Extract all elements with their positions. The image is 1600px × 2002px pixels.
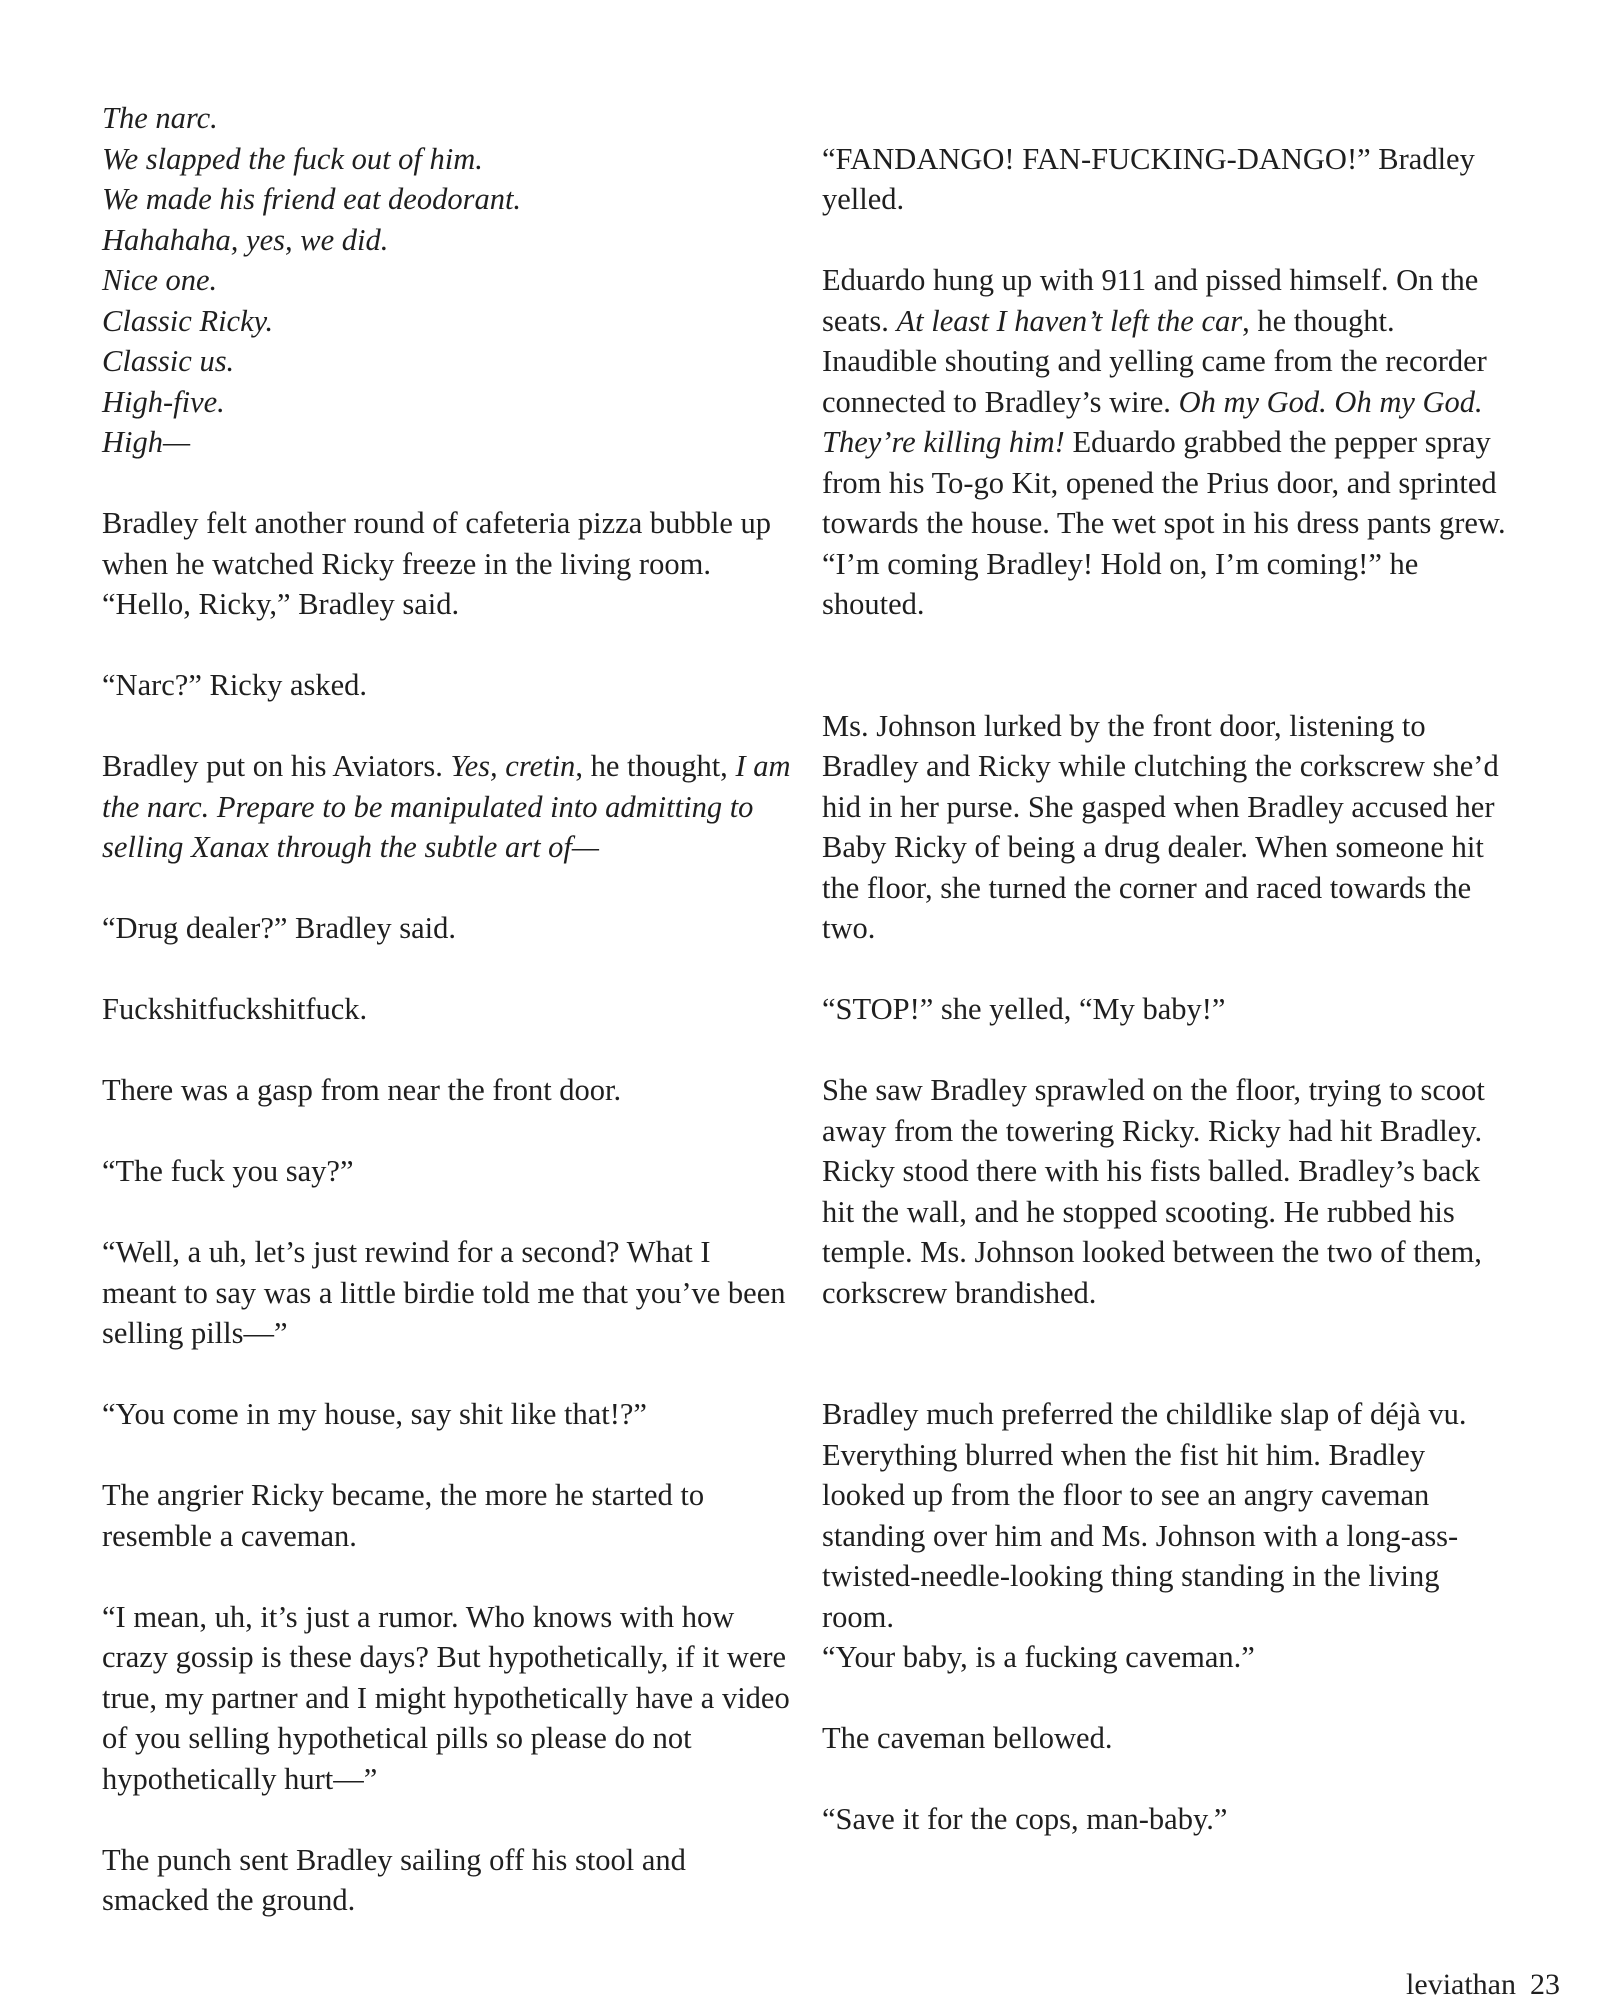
paragraph [102,746,792,868]
paragraph: “The fuck you say?” [102,1154,354,1188]
right-column [822,98,1512,1880]
verse-line: High— [102,425,191,459]
text-run: Eduardo hung up with 911 and pissed himself. On the seats. [822,263,1479,338]
text-run: Eduardo grabbed the pepper spray from his To-go Kit, opened the Prius door, and sprinted towards the house. The wet spot in his dress pants grew. “I’m coming Bradley! Hold on, I’m coming!” he shouted. [822,425,1506,621]
verse-line: Hahahaha, yes, we did. [102,222,389,257]
paragraph: Fuckshitfuckshitfuck. [102,992,368,1026]
paragraph: “Hello, Ricky,” Bradley said. [102,587,460,621]
page-number: 23 [1530,1968,1560,2001]
text-run: Bradley put on his Aviators. [102,749,451,783]
paragraph: “FANDANGO! FAN-FUCKING-DANGO!” Bradley yelled. [822,141,1475,216]
paragraph: Ms. Johnson lurked by the front door, listening to Bradley and Ricky while clutching the corkscrew she’d hid in her purse. She gasped when Bradley accused her Baby Ricky of being a drug dealer. When someone hit the floor, she turned the corner and raced towards the two. [822,708,1499,945]
paragraph: Bradley felt another round of cafeteria pizza bubble up when he watched Ricky freeze in the living room. [102,506,772,581]
paragraph: She saw Bradley sprawled on the floor, trying to scoot away from the towering Ricky. Ricky had hit Bradley. Ricky stood there with his fists balled. Bradley’s back hit the wall, and he stopped scooting. He rubbed his temple. Ms. Johnson looked between the two of them, corkscrew brandished. [822,1073,1485,1310]
paragraph [822,260,1512,625]
verse-line: We made his friend eat deodorant. [102,182,522,216]
paragraph: “You come in my house, say shit like that!?” [102,1397,647,1431]
publication-name: leviathan [1406,1968,1516,2001]
paragraph: “Well, a uh, let’s just rewind for a second? What I meant to say was a little birdie told me that you’ve been selling pills—” [102,1235,786,1350]
paragraph: “I mean, uh, it’s just a rumor. Who knows with how crazy gossip is these days? But hypothetically, if it were true, my partner and I might hypothetically have a video of you selling hypothetical pills so please do not hypothetically hurt—” [102,1599,790,1796]
verse-line: We slapped the fuck out of him. [102,141,483,176]
paragraph: The caveman bellowed. [822,1721,1113,1755]
italic-verse [102,98,792,463]
paragraph: “STOP!” she yelled, “My baby!” [822,992,1226,1026]
verse-line: Classic Ricky. [102,303,274,338]
paragraph: There was a gasp from near the front door. [102,1073,622,1107]
paragraph: “Narc?” Ricky asked. [102,668,368,702]
text-run: , he thought, [575,749,736,783]
paragraph: “Save it for the cops, man-baby.” [822,1802,1228,1836]
section-spacer [822,665,1512,706]
paragraph: “Your baby, is a fucking caveman.” [822,1640,1255,1674]
paragraph: The angrier Ricky became, the more he started to resemble a caveman. [102,1478,705,1553]
verse-line: High-five. [102,384,225,419]
paragraph: Bradley much preferred the childlike slap of déjà vu. Everything blurred when the fist hit him. Bradley looked up from the floor to see an angry caveman standing over him and Ms. Johnson with a long-ass-twisted-needle-looking thing standing in the living room. [822,1397,1467,1634]
italic-run: I am the narc. Prepare to be manipulated into admitting to selling Xanax through the subtle art of— [102,749,791,864]
text-run: , he thought. Inaudible shouting and yelling came from the recorder connected to Bradley’s wire. [822,303,1487,419]
verse-line: Classic us. [102,344,235,378]
section-spacer [822,1354,1512,1395]
italic-run: Oh my God. Oh my God. They’re killing him! [822,384,1483,459]
verse-line: The narc. [102,101,218,135]
italic-run: Yes, cretin [450,749,576,783]
section-spacer [822,98,1512,139]
italic-run: At least I haven’t left the car [896,303,1243,338]
verse-line: Nice one. [102,263,218,297]
paragraph: The punch sent Bradley sailing off his stool and smacked the ground. [102,1842,686,1917]
left-column [102,98,792,1961]
paragraph: “Drug dealer?” Bradley said. [102,911,456,945]
page-footer [1406,1968,1560,2002]
